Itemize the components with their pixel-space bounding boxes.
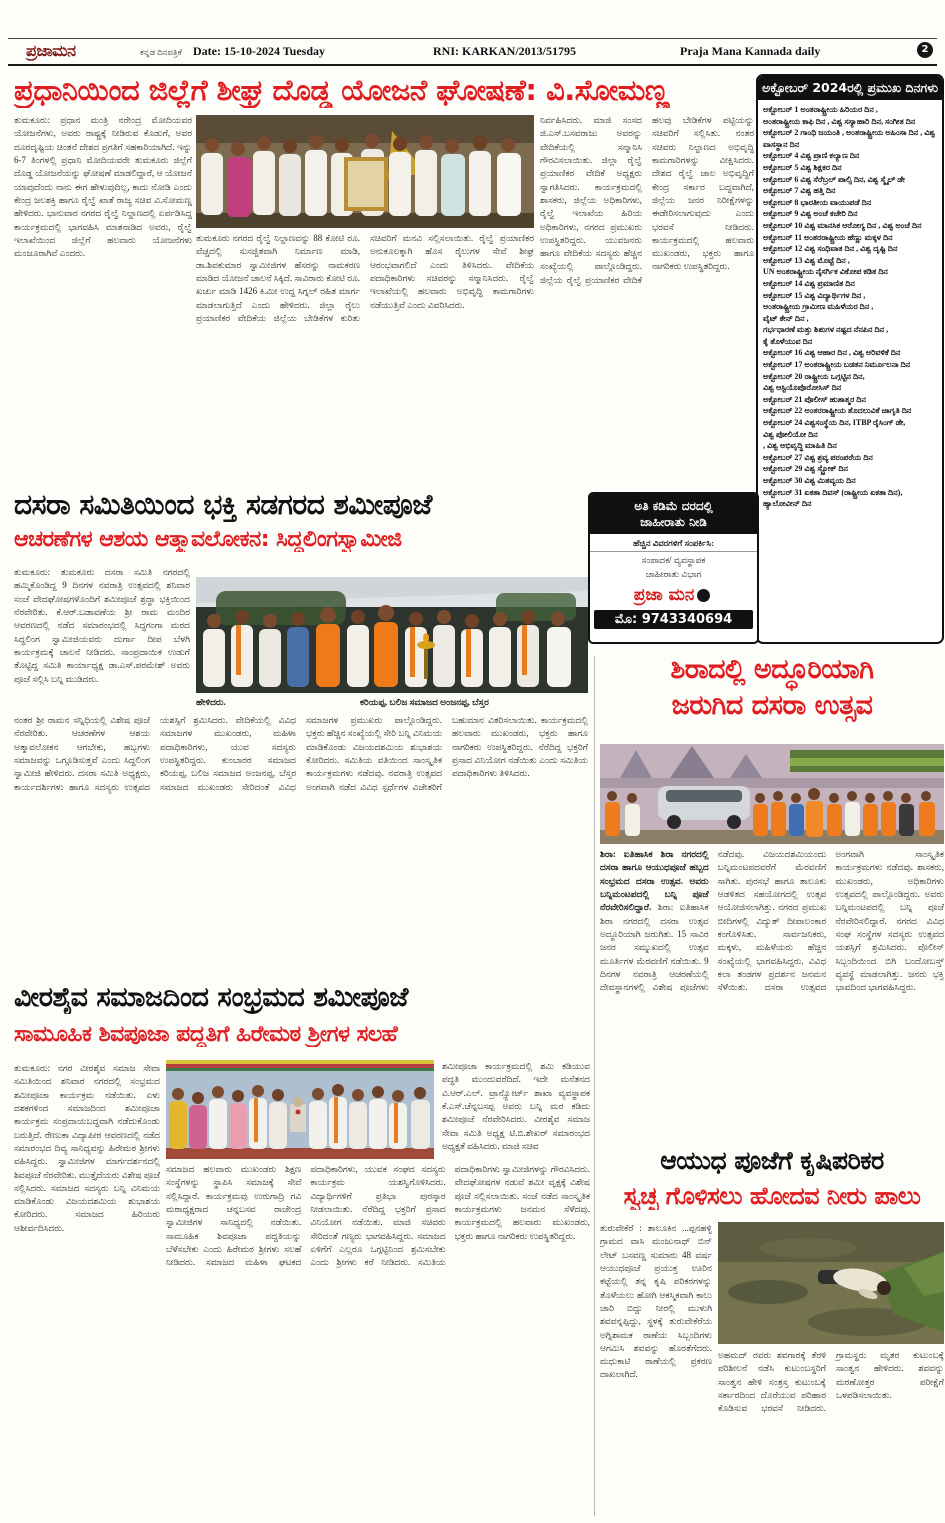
important-days-item: ಅಕ್ಟೋಬರ್ 17 ಅಂತರಾಷ್ಟ್ರೀಯ ಬಡತನ ನಿರ್ಮೂಲನಾ ದಿನ	[763, 360, 911, 370]
caption-shira: ಶಿರಾ: ಐತಿಹಾಸಿಕ ಶಿರಾ ನಗರದಲ್ಲಿ ದಸರಾ ಹಾಗೂ ಆಯುಧಪೂಜೆ ಹಬ್ಬದ ಸಂಭ್ರಮದ ದಸರಾ ಉತ್ಸವ. ಅವರು ಬನ್ನಿಮಂಟಪದಲ್ಲಿ ಬನ್ನಿ ಪೂಜೆ ನೆರವೇರಿಸಲಿದ್ದಾರೆ.	[600, 849, 709, 913]
important-days-item: ಅಕ್ಟೋಬರ್ 7 ವಿಶ್ವ ಹತ್ತಿ ದಿನ	[763, 186, 836, 196]
masthead	[8, 38, 937, 66]
important-days-item: UN ಅಂತರಾಷ್ಟ್ರೀಯ ನೈಸರ್ಗಿಕ ವಿಕೋಪ ಕಡಿತ ದಿನ	[763, 267, 888, 277]
paper-name-english: Praja Mana Kannada daily	[680, 44, 821, 58]
headline-shira-line2: ಜರುಗಿದ ದಸರಾ ಉತ್ಸವ	[671, 690, 873, 722]
important-days-item: ಅಕ್ಟೋಬರ್ 12 ವಿಶ್ವ ಸಂಧಿವಾತ ದಿನ , ವಿಶ್ವ ದೃಷ್ಟಿ ದಿನ	[763, 244, 898, 254]
ad-brand	[590, 585, 757, 605]
article-veerashaiva-body: ಸಮಾಜದ ಹಲವಾರು ಮುಖಂಡರು ಶಿಕ್ಷಣ ಸಂಸ್ಥೆಗಳನ್ನು ಸ್ಥಾಪಿಸಿ ಸಮಾಜಕ್ಕೆ ಸೇವೆ ಸಲ್ಲಿಸಿದ್ದಾರೆ. ಕಾರ್ಯಕ್ರಮವು ಉರುಗಾದ್ರಿ ಗವಿ ಮಠಾಧ್ಯಕ್ಷರಾದ ಚನ್ನಬಸವ ರಾಜೇಂದ್ರ ಸ್ವಾಮೀಜಿಗಳ ಸಾನಿಧ್ಯದಲ್ಲಿ ನಡೆಯಿತು. ಸಾಮೂಹಿಕ ಶಿವಪೂಜಾ ಪದ್ದತಿಯನ್ನು ಬೆಳೆಸಬೇಕು ಎಂದು ಹಿರೇಮಠ ಶ್ರೀಗಳು ಸಲಹೆ ನೀಡಿದರು. ಸಮಾಜದ ಮಹಿಳಾ ಘಟಕದ ಪದಾಧಿಕಾರಿಗಳು, ಯುವಕ ಸಂಘದ ಸದಸ್ಯರು ಕಾರ್ಯಕ್ರಮ ಯಶಸ್ವಿಗೊಳಿಸಿದರು. ವಿದ್ಯಾರ್ಥಿಗಳಿಗೆ ಪ್ರತಿಭಾ ಪುರಸ್ಕಾರ ನೀಡಲಾಯಿತು. ನೆರೆದಿದ್ದ ಭಕ್ತರಿಗೆ ಪ್ರಸಾದ ವಿನಿಯೋಗ ನಡೆಯಿತು. ಮಾಜಿ ಸಚಿವರು ಸೇರಿದಂತೆ ಗಣ್ಯರು ಭಾಗವಹಿಸಿದ್ದರು. ಸಮಾಜದ ಏಳಿಗೆಗೆ ಎಲ್ಲರೂ ಒಗ್ಗಟ್ಟಿನಿಂದ ಶ್ರಮಿಸಬೇಕು ಎಂದು ಶ್ರೀಗಳು ಕರೆ ನೀಡಿದರು. ಸಮಿತಿಯ ಪದಾಧಿಕಾರಿಗಳು ಸ್ವಾಮೀಜಿಗಳನ್ನು ಗೌರವಿಸಿದರು. ವೇದಘೋಷಗಳ ನಡುವೆ ಶಮೀ ವೃಕ್ಷಕ್ಕೆ ವಿಶೇಷ ಪೂಜೆ ಸಲ್ಲಿಸಲಾಯಿತು. ಸಂಜೆ ನಡೆದ ಸಾಂಸ್ಕೃತಿಕ ಕಾರ್ಯಕ್ರಮಗಳು ಜನಮನ ಸೆಳೆದವು. ಕಾರ್ಯಕ್ರಮದಲ್ಲಿ ಹಲವಾರು ಮುಖಂಡರು, ಭಕ್ತರು ಹಾಗೂ ನಾಗರಿಕರು ಉಪಸ್ಥಿತರಿದ್ದರು.	[166, 1164, 590, 1268]
subhead-ayudha-pooja: ಸ್ವಚ್ಛ ಗೊಳಿಸಲು ಹೋದವ ನೀರು ಪಾಲು	[623, 1182, 921, 1210]
important-days-item: , ವಿಶ್ವ ಅಭಿವೃದ್ಧಿ ಮಾಹಿತಿ ದಿನ	[763, 441, 837, 451]
important-days-item: ಅಕ್ಟೋಬರ್ 22 ಅಂತರರಾಷ್ಟ್ರೀಯ ತೊದಲುವಿಕೆ ಜಾಗೃತಿ ದಿನ	[763, 406, 912, 416]
important-days-item: ಅಕ್ಟೋಬರ್ 9 ವಿಶ್ವ ಅಂಚೆ ಕಚೇರಿ ದಿನ	[763, 209, 858, 219]
important-days-item: ಅಕ್ಟೋಬರ್ 20 ರಾಷ್ಟ್ರೀಯ ಒಗ್ಗಟ್ಟಿನ ದಿನ,	[763, 371, 865, 381]
article-ayudha-column-1: ತುರುವೇಕೆರೆ : ತಾಲೂಕಿನ ...ಪ್ಪನಹಳ್ಳಿ ಗ್ರಾಮದ ವಾಸಿ ಮಂಜುನಾಥ್ ಬಿನ್ ಲೇಟ್ ಬಸವಣ್ಣ ಸುಮಾರು 48 ವರ್ಷ ಆಯುಧಪೂಜೆ ಪ್ರಯುಕ್ತ ಊರಿನ ಕಟ್ಟೆಯಲ್ಲಿ ತನ್ನ ಕೃಷಿ ಪರಿಕರಗಳನ್ನು ತೊಳೆಯಲು ಹೋಗಿ ಆಕಸ್ಮಿಕವಾಗಿ ಕಾಲು ಜಾರಿ ಬಿದ್ದು ನೀರಲ್ಲಿ ಮುಳುಗಿ ಶವವನ್ನಪ್ಪಿದ್ದು, ಸ್ಥಳಕ್ಕೆ ತುರುವೇಕೆರೆಯ ಅಗ್ನಿಶಾಮಕ ಠಾಣೆಯ ಸಿಬ್ಬಂದಿಗಳು ಆಗಮಿಸಿ ಶವವನ್ನು ಹೊರತೆಗೆದರು. ಮಧುಕಾಟಿ ಠಾಣೆಯಲ್ಲಿ ಪ್ರಕರಣ ದಾಖಲಾಗಿದೆ.	[600, 1223, 712, 1380]
article-ayudha-below-photo: ಅಹಮದ್ ರವರು ಶವಗಾರಕ್ಕೆ ತೆರಳಿ ಪರಿಶೀಲನೆ ನಡೆಸಿ ಕುಟುಂಬಸ್ಥರಿಗೆ ಸಾಂತ್ವನ ಹೇಳಿ ಸಂತ್ರಸ್ತ ಕುಟುಂಬಕ್ಕೆ ಸರ್ಕಾರದಿಂದ ದೊರೆಯುವ ಪರಿಹಾರ ಕೊಡಿಸುವ ಭರವಸೆ ನೀಡಿದರು. ಗ್ರಾಮಸ್ಥರು ಮೃತರ ಕುಟುಂಬಕ್ಕೆ ಸಾಂತ್ವನ ಹೇಳಿದರು. ಶವವನ್ನು ಮರಣೋತ್ತರ ಪರೀಕ್ಷೆಗೆ ಒಳಪಡಿಸಲಾಯಿತು.	[718, 1350, 944, 1414]
headline-veerashaiva: ವೀರಶೈವ ಸಮಾಜದಿಂದ ಸಂಭ್ರಮದ ಶಮೀಪೂಜೆ	[14, 982, 408, 1013]
important-days-item: ಅಕ್ಟೋಬರ್ 1 ಅಂತರಾಷ್ಟ್ರೀಯ ಹಿರಿಯರ ದಿನ ,	[763, 105, 878, 114]
ad-brand-text: ಪ್ರಜಾ ಮನ	[633, 585, 695, 606]
important-days-item: ಅಕ್ಟೋಬರ್ 14 ವಿಶ್ವ ಪ್ರಮಾಣಿತ ದಿನ	[763, 278, 855, 288]
headline-pm-announcement: ಪ್ರಧಾನಿಯಿಂದ ಜಿಲ್ಲೆಗೆ ಶೀಘ್ರ ದೊಡ್ಡ ಯೋಜನೆ ಘೋಷಣೆ: ವಿ.ಸೋಮಣ್ಣ	[14, 73, 669, 107]
column-divider	[594, 656, 595, 1516]
date-line: Date: 15-10-2024 Tuesday	[193, 44, 326, 58]
ad-contact-label: ಹೆಚ್ಚಿನ ವಿವರಗಳಿಗೆ ಸಂಪರ್ಕಿಸಿ:	[590, 538, 757, 552]
important-days-item: ವೈಟ್ ಕೇನ್ ದಿನ ,	[763, 313, 809, 323]
important-days-box	[756, 74, 944, 644]
important-days-list	[758, 104, 942, 510]
important-days-item: ಅಕ್ಟೋಬರ್ 8 ಭಾರತೀಯ ವಾಯುಪಡೆ ದಿನ	[763, 197, 872, 207]
important-days-item: ಅಕ್ಟೋಬರ್ 24 ವಿಶ್ವಸಂಸ್ಥೆಯ ದಿನ, ITBP ರೈಸಿಂಗ್ ಡೇ,	[763, 418, 906, 428]
important-days-item: ಅಂತರಾಷ್ಟ್ರೀಯ ಕಾಫಿ ದಿನ , ವಿಶ್ವ ಸಸ್ಯಾಹಾರಿ ದಿನ, ಸಂಗೀತ ದಿನ	[763, 116, 916, 126]
photo-award-ceremony	[196, 115, 534, 228]
caption-dasara-left: ಹೇಳಿದರು.	[196, 697, 226, 707]
caption-dasara-right: ಕರಿಯಪ್ಪ, ಬಲಿಜ ಸಮಾಜದ ಅಂಜನಪ್ಪ, ಬೆಸ್ತರ	[360, 697, 489, 707]
important-days-item: ಅಕ್ಟೋಬರ್ 27 ವಿಶ್ವ ಶ್ರವ್ಯ ಪರಂಪರೆಯ ದಿನ	[763, 452, 873, 462]
paper-tagline: ಕನ್ನಡ ದಿನಪತ್ರಿಕೆ	[140, 47, 182, 57]
article-dasara-body: ನಂತರ ಶ್ರೀ ರಾಮನ ಸನ್ನಿಧಿಯಲ್ಲಿ ವಿಶೇಷ ಪೂಜೆ ನೆರವೇರಿತು. ಆಚರಣೆಗಳ ಆಶಯ ಆತ್ಮಾವಲೋಕನ ಆಗಬೇಕು, ಹಬ್ಬಗಳು ಸಮಾಜವನ್ನು ಒಗ್ಗೂಡಿಸುತ್ತವೆ ಎಂದು ಸಿದ್ಧಲಿಂಗ ಸ್ವಾಮೀಜಿ ಹೇಳಿದರು. ದಸರಾ ಸಮಿತಿ ಅಧ್ಯಕ್ಷರು, ಕಾರ್ಯದರ್ಶಿಗಳು ಹಾಗೂ ಸದಸ್ಯರು ಉತ್ಸವದ ಯಶಸ್ಸಿಗೆ ಶ್ರಮಿಸಿದರು. ವೇದಿಕೆಯಲ್ಲಿ ವಿವಿಧ ಸಮಾಜಗಳ ಮುಖಂಡರು, ಮಹಿಳಾ ಪದಾಧಿಕಾರಿಗಳು, ಯುವ ಸದಸ್ಯರು ಉಪಸ್ಥಿತರಿದ್ದರು. ಕುಂಬಾರರ ಸಮಾಜದ ಕರಿಯಪ್ಪ, ಬಲಿಜ ಸಮಾಜದ ಅಂಜನಪ್ಪ, ಬೆಸ್ತರ ಸಮಾಜದ ಮುಖಂಡರು ಸೇರಿದಂತೆ ವಿವಿಧ ಸಮಾಜಗಳ ಪ್ರಮುಖರು ಪಾಲ್ಗೊಂಡಿದ್ದರು. ಭಕ್ತರು ಹೆಚ್ಚಿನ ಸಂಖ್ಯೆಯಲ್ಲಿ ಸೇರಿ ಬನ್ನಿ ವಿನಿಮಯ ಮಾಡಿಕೊಂಡು ವಿಜಯದಶಮಿಯ ಶುಭಾಶಯ ಕೋರಿದರು. ಸಮಿತಿಯ ವತಿಯಿಂದ ಸಾಂಸ್ಕೃತಿಕ ಕಾರ್ಯಕ್ರಮಗಳು ನಡೆದವು. ನವರಾತ್ರಿ ಉತ್ಸವದ ಅಂಗವಾಗಿ ನಡೆದ ವಿವಿಧ ಸ್ಪರ್ಧೆಗಳ ವಿಜೇತರಿಗೆ ಬಹುಮಾನ ವಿತರಿಸಲಾಯಿತು. ಕಾರ್ಯಕ್ರಮದಲ್ಲಿ ಹಲವಾರು ಮುಖಂಡರು, ಭಕ್ತರು ಹಾಗೂ ನಾಗರಿಕರು ಉಪಸ್ಥಿತರಿದ್ದರು. ನೆರೆದಿದ್ದ ಭಕ್ತರಿಗೆ ಪ್ರಸಾದ ವಿನಿಯೋಗ ನಡೆಯಿತು ಎಂದು ಸಮಿತಿಯ ಪದಾಧಿಕಾರಿಗಳು ತಿಳಿಸಿದರು.	[14, 715, 588, 792]
important-days-item: ಅಕ್ಟೋಬರ್ 4 ವಿಶ್ವ ಪ್ರಾಣಿ ಕಲ್ಯಾಣ ದಿನ	[763, 151, 860, 161]
important-days-item: ಅಕ್ಟೋಬರ್ 5 ವಿಶ್ವ ಶಿಕ್ಷಕರ ದಿನ	[763, 162, 842, 172]
paper-logo: ಪ್ರಜಾಮನ	[26, 41, 76, 60]
headline-shira-dasara	[600, 652, 944, 740]
ad-title	[590, 494, 757, 534]
headline-ayudha-pooja: ಆಯುಧ ಪೂಜೆಗೆ ಕೃಷಿಪರಿಕರ	[660, 1146, 884, 1175]
advertisement-box	[588, 492, 759, 644]
important-days-item: ಅಕ್ಟೋಬರ್ 13 ವಿಶ್ವ ಮೊಟ್ಟೆ ದಿನ ,	[763, 255, 850, 265]
ad-title-line1: ಅತಿ ಕಡಿಮೆ ದರದಲ್ಲಿ	[634, 499, 713, 513]
headline-dasara-samiti: ದಸರಾ ಸಮಿತಿಯಿಂದ ಭಕ್ತಿ ಸಡಗರದ ಶಮೀಪೂಜೆ	[14, 488, 432, 521]
important-days-item: ಅಕ್ಟೋಬರ್ 2 ಗಾಂಧಿ ಜಯಂತಿ , ಅಂತರಾಷ್ಟ್ರೀಯ ಅಹಿಂಸಾ ದಿನ , ವಿಶ್ವ ವಾಸಸ್ಥಾನ ದಿನ	[763, 128, 936, 149]
article-veerashaiva-right-column: ಶಮೀಪೂಜಾ ಕಾರ್ಯಕ್ರಮದಲ್ಲಿ ಶಮಿ ಕಡಿಯುವ ಪದ್ಧತಿ ಮುಂದುವರೆದಿದೆ. ಇದೇ ಮನೆತನದ ವಿ.ಆರ್.ಎಲ್. ಟ್ರಾನ್ಸ್ಪೋರ್ಟ್ ಶಾಖಾ ವ್ಯವಸ್ಥಾಪಕ ಕೆ.ಎಸ್.ಚೆನ್ನಬಸಪ್ಪ ಅವರು ಬನ್ನಿ ಮರ ಕಡಿದು ಶಮೀಪೂಜೆ ನೆರವೇರಿಸಿದರು. ವೀರಶೈವ ಸಮಾಜ ಸೇವಾ ಸಮಿತಿ ಅಧ್ಯಕ್ಷ ಟಿ.ಬಿ.ಶೇಖರ್ ಸಮಾರಂಭದ ಅಧ್ಯಕ್ಷತೆ ವಹಿಸಿದರು. ಮಾಜಿ ಸಚಿವ	[442, 1061, 590, 1151]
article-shira-body	[600, 848, 944, 1140]
important-days-item: ಅಂತರಾಷ್ಟ್ರೀಯ ಗ್ರಾಮೀಣ ಮಹಿಳೆಯರ ದಿನ ,	[763, 302, 874, 312]
important-days-item: ಅಕ್ಟೋಬರ್ 10 ವಿಶ್ವ ಮಾನಸಿಕ ಆರೋಗ್ಯ ದಿನ , ವಿಶ್ವ ಅಂಚೆ ದಿನ	[763, 220, 922, 230]
photo-shami-pooja-lamp	[196, 577, 588, 693]
important-days-item: ಅಕ್ಟೋಬರ್ 6 ವಿಶ್ವ ಸೆರೆಬ್ರಲ್ ಪಾಲ್ಸಿ ದಿನ, ವಿಶ್ವ ಸ್ಮೈಲ್ ಡೇ	[763, 174, 905, 184]
ad-phone-number: ಮೊ: 9743340694	[594, 610, 753, 629]
important-days-item: ಅಕ್ಟೋಬರ್ 11 ಅಂತರರಾಷ್ಟ್ರೀಯ ಹೆಣ್ಣು ಮಕ್ಕಳ ದಿನ	[763, 232, 893, 242]
rni-number: RNI: KARKAN/2013/51795	[433, 44, 576, 58]
important-days-item: ವಿಶ್ವ ಆಸ್ಟಿಯೊಪೊರೋಸಿಸ್ ದಿನ	[763, 383, 842, 393]
photo-shira-procession	[600, 744, 944, 844]
article-pm-below-photo: ತುಮಕೂರು ನಗರದ ರೈಲ್ವೆ ನಿಲ್ದಾಣವನ್ನು 88 ಕೋಟಿ ರೂ. ವೆಚ್ಚದಲ್ಲಿ ಸುಸಜ್ಜಿತವಾಗಿ ನಿರ್ಮಾಣ ಮಾಡಿ, ಡಾ.ಶಿವಕುಮಾರ ಸ್ವಾಮೀಜಿಗಳ ಹೆಸರನ್ನು ನಾಮಕರಣ ಮಾಡಿದ ಯೋಜನೆ ಚಾಲನೆ ಸಿಕ್ಕಿದೆ. ಸಾವಿರಾರು ಕೋಟಿ ರೂ. ಖರ್ಚು ಮಾಡಿ 1426 ಕಿ.ಮೀ ಉದ್ದ ಸಿಗ್ನಲ್ ರಹಿತ ಮಾರ್ಗ ಮಾಡಲಾಗುತ್ತಿದೆ ಎಂದು ಹೇಳಿದರು. ಜಿಲ್ಲಾ ರೈಲು ಪ್ರಯಾಣಿಕರ ವೇದಿಕೆಯ ಜಿಲ್ಲೆಯ ಬೇಡಿಕೆಗಳ ಕುರಿತು ಸಚಿವರಿಗೆ ಮನವಿ ಸಲ್ಲಿಸಲಾಯಿತು. ರೈಲ್ವೆ ಪ್ರಯಾಣಿಕರ ಅನುಕೂಲಕ್ಕಾಗಿ ಹೊಸ ರೈಲುಗಳ ಸೇವೆ ಶೀಘ್ರ ಆರಂಭವಾಗಲಿದೆ ಎಂದು ತಿಳಿಸಿದರು. ವೇದಿಕೆಯ ಪದಾಧಿಕಾರಿಗಳು ಸಚಿವರನ್ನು ಸನ್ಮಾನಿಸಿದರು. ರೈಲ್ವೆ ಇಲಾಖೆಯಲ್ಲಿ ಹಲವಾರು ಅಭಿವೃದ್ಧಿ ಕಾಮಗಾರಿಗಳು ನಡೆಯುತ್ತಿವೆ ಎಂದು ವಿವರಿಸಿದರು.	[196, 233, 534, 323]
important-days-item: ಹ್ಯಾಲೋವೀನ್ ದಿನ	[763, 499, 812, 509]
important-days-item: ಅಕ್ಟೋಬರ್ 30 ವಿಶ್ವ ಮಿತವ್ಯಯ ದಿನ	[763, 476, 856, 485]
important-days-item: ಅಕ್ಟೋಬರ್ 21 ಪೊಲೀಸ್ ಹುತಾತ್ಮರ ದಿನ	[763, 394, 866, 404]
article-pm-column-1: ತುಮಕೂರು: ಪ್ರಧಾನ ಮಂತ್ರಿ ನರೇಂದ್ರ ಮೋದಿಯವರ ಯೋಜನೆಗಳು, ಅವರು ರಾಷ್ಟ್ರಕ್ಕೆ ನೀಡಿರುವ ಕೊಡುಗೆ, ಅವರ ದೂರದೃಷ್ಟಿಯ ಚಿಂತನೆ ದೇಶದ ಪ್ರಗತಿಗೆ ಸಹಕಾರಿಯಾಗಿದೆ. ಇನ್ನು 6-7 ತಿಂಗಳಲ್ಲಿ ಪ್ರಧಾನಿ ಮೋದಿಯವರೇ ತುಮಕೂರು ಜಿಲ್ಲೆಗೆ ದೊಡ್ಡ ಯೋಜನೆಯನ್ನು ಘೋಷಣೆ ಮಾಡಲಿದ್ದಾರೆ, ಆ ಯೋಜನೆ ಯಾವುದೆಂದು ನಾನು ಈಗ ಹೇಳುವುದಿಲ್ಲ, ಕಾದು ನೋಡಿ ಎಂದು ಕೇಂದ್ರ ಜಲಶಕ್ತಿ ಹಾಗೂ ರೈಲ್ವೆ ಖಾತೆ ರಾಜ್ಯ ಸಚಿವ ವಿ.ಸೋಮಣ್ಣ ಹೇಳಿದರು. ಭಾನುವಾರ ನಗರದ ರೈಲ್ವೆ ನಿಲ್ದಾಣದಲ್ಲಿ ಏರ್ಪಡಿಸಿದ್ದ ಕಾರ್ಯಕ್ರಮದಲ್ಲಿ ಭಾಗವಹಿಸಿ ಮಾತನಾಡಿದ ಅವರು, ರೈಲ್ವೆ ಇಲಾಖೆಯಿಂದ ಜಿಲ್ಲೆಗೆ ಹಲವಾರು ಯೋಜನೆಗಳು ಮಂಜೂರಾಗಿವೆ ಎಂದರು.	[14, 115, 192, 259]
important-days-item: ಗರ್ಭಧಾರಣೆ ಮತ್ತು ಶಿಶುಗಳ ನಷ್ಟದ ನೆನಪಿನ ದಿನ ,	[763, 325, 889, 335]
ad-role-department: ಜಾಹೀರಾತು ವಿಭಾಗ	[645, 569, 702, 580]
photo-pond-drowning	[718, 1222, 944, 1344]
important-days-item: ವಿಶ್ವ ಪೋಲಿಯೋ ದಿನ	[763, 429, 818, 439]
article-dasara-column-1: ತುಮಕೂರು: ತುಮಕೂರು ದಸರಾ ಸಮಿತಿ ನಗರದಲ್ಲಿ ಹಮ್ಮಿಕೊಂಡಿದ್ದ 9 ದಿನಗಳ ನವರಾತ್ರಿ ಉತ್ಸವದಲ್ಲಿ ಶನಿವಾರ ಸಂಜೆ ವೇದಘೋಷಗಳೊಂದಿಗೆ ಶಮೀಪೂಜೆ ಶ್ರದ್ಧಾ ಭಕ್ತಿಯಿಂದ ನೆರವೇರಿತು. ಕೆ.ಆರ್.ಬಡಾವಣೆಯ ಶ್ರೀ ರಾಮ ಮಂದಿರ ಆವರಣದಲ್ಲಿ ನಡೆದ ಸಮಾರಂಭದಲ್ಲಿ ಸಿದ್ಧಗಂಗಾ ಮಠದ ಸಿದ್ಧಲಿಂಗ ಸ್ವಾಮೀಜಿಯವರು ದುರ್ಗಾ ದೀಪ ಬೆಳಗಿ ಕಾರ್ಯಕ್ರಮಕ್ಕೆ ಚಾಲನೆ ನೀಡಿದರು. ಸಾಂಪ್ರದಾಯಿಕ ಉಡುಗೆ ತೊಟ್ಟಿದ್ದ ಸಮಿತಿ ಕಾರ್ಯಾಧ್ಯಕ್ಷ ಡಾ.ಎಸ್.ಪರಮೇಶ್ ಅವರು ಪೂಜೆ ಸಲ್ಲಿಸಿ ಬನ್ನಿ ಮುಡಿದರು.	[14, 567, 190, 684]
important-days-item: ಅಕ್ಟೋಬರ್ 16 ವಿಶ್ವ ಆಹಾರ ದಿನ , ವಿಶ್ವ ಅರಿವಳಿಕೆ ದಿನ	[763, 348, 901, 358]
headline-shira-line1: ಶಿರಾದಲ್ಲಿ ಅದ್ಧೂರಿಯಾಗಿ	[670, 654, 874, 685]
important-days-item: ಅಕ್ಟೋಬರ್ 29 ವಿಶ್ವ ಸ್ಟ್ರೋಕ್ ದಿನ	[763, 464, 848, 474]
article-veerashaiva-column-1: ತುಮಕೂರು: ನಗರ ವೀರಶೈವ ಸಮಾಜ ಸೇವಾ ಸಮಿತಿಯಿಂದ ಶನಿವಾರ ನಗರದಲ್ಲಿ ಸಂಭ್ರಮದ ಶಮೀಪೂಜಾ ಕಾರ್ಯಕ್ರಮ ನಡೆಯಿತು. ಏಳು ದಶಕಗಳಿಂದ ಸಮಾಜದಿಂದ ಶಮೀಪೂಜಾ ಕಾರ್ಯಕ್ರಮ ಸಂಪ್ರದಾಯಬದ್ಧವಾಗಿ ನಡೆದುಕೊಂಡು ಬರುತ್ತಿದೆ. ರೇಣುಕಾ ವಿದ್ಯಾಪೀಠ ಆವರಣದಲ್ಲಿ ನಡೆದ ಸಮಾರಂಭದ ದಿವ್ಯ ಸಾನಿಧ್ಯವನ್ನು ಹಿರೇಮಠ ಶ್ರೀಗಳು ವಹಿಸಿದ್ದರು. ಸ್ವಾಮೀಜಿಗಳ ಮಾರ್ಗದರ್ಶನದಲ್ಲಿ ಶಿವಪೂಜೆ ನೆರವೇರಿತು. ಮುತ್ತೈದೆಯರು ವಿಶೇಷ ಪೂಜೆ ಸಲ್ಲಿಸಿದರು. ಸಮಾಜದ ಸದಸ್ಯರು ಬನ್ನಿ ವಿನಿಮಯ ಮಾಡಿಕೊಂಡು ವಿಜಯದಶಮಿಯ ಶುಭಾಶಯ ಕೋರಿದರು. ಸಮಾಜದ ಹಿರಿಯರು ಆಶೀರ್ವದಿಸಿದರು.	[14, 1063, 160, 1233]
important-days-title: ಅಕ್ಟೋಬರ್ 2024ರಲ್ಲಿ ಪ್ರಮುಖ ದಿನಗಳು	[758, 76, 942, 100]
important-days-item: ಕೈ ತೊಳೆಯುವ ದಿನ	[763, 336, 813, 346]
page-number-badge: 2	[917, 42, 933, 58]
important-days-item: ಅಕ್ಟೋಬರ್ 15 ವಿಶ್ವ ವಿದ್ಯಾರ್ಥಿಗಳ ದಿನ ,	[763, 290, 866, 300]
article-shira-text: ಶಿರಾ: ಐತಿಹಾಸಿಕ ಶಿರಾ ನಗರದಲ್ಲಿ ದಸರಾ ಉತ್ಸವ ಅದ್ಧೂರಿಯಾಗಿ ಜರುಗಿತು. 15 ಸಾವಿರ ಜನರ ಸಮ್ಮುಖದಲ್ಲಿ ಉತ್ಸವ ಮೂರ್ತಿಗಳ ಮೆರವಣಿಗೆ ನಡೆಯಿತು. 9 ದಿನಗಳ ನವರಾತ್ರಿ ಆಚರಣೆಯಲ್ಲಿ ದೇವಸ್ಥಾನಗಳಲ್ಲಿ ವಿಶೇಷ ಪೂಜೆಗಳು ನಡೆದವು. ವಿಜಯದಶಮಿಯಂದು ಬನ್ನಿಮಂಟಪದವರೆಗೆ ಮೆರವಣಿಗೆ ಸಾಗಿತು. ಪುರಸಭೆ ಹಾಗೂ ತಾಲೂಕು ಆಡಳಿತದ ಸಹಯೋಗದಲ್ಲಿ ಉತ್ಸವ ಆಯೋಜಿಸಲಾಗಿತ್ತು. ನಗರದ ಪ್ರಮುಖ ಬೀದಿಗಳಲ್ಲಿ ವಿದ್ಯುತ್ ದೀಪಾಲಂಕಾರ ಕಂಗೊಳಿಸಿತು. ಸಾರ್ವಜನಿಕರು, ಮಕ್ಕಳು, ಮಹಿಳೆಯರು ಹೆಚ್ಚಿನ ಸಂಖ್ಯೆಯಲ್ಲಿ ಭಾಗವಹಿಸಿದ್ದರು. ವಿವಿಧ ಕಲಾ ತಂಡಗಳ ಪ್ರದರ್ಶನ ಜನಮನ ಸೆಳೆಯಿತು. ದಸರಾ ಉತ್ಸವದ ಅಂಗವಾಗಿ ಸಾಂಸ್ಕೃತಿಕ ಕಾರ್ಯಕ್ರಮಗಳು ನಡೆದವು. ಶಾಸಕರು, ಮುಖಂಡರು, ಅಧಿಕಾರಿಗಳು ಉತ್ಸವದಲ್ಲಿ ಪಾಲ್ಗೊಂಡಿದ್ದರು. ಅವರು ಬನ್ನಿಮಂಟಪದಲ್ಲಿ ಬನ್ನಿ ಪೂಜೆ ನೆರವೇರಿಸಲಿದ್ದಾರೆ. ನಗರದ ವಿವಿಧ ಸಂಘ ಸಂಸ್ಥೆಗಳ ಸದಸ್ಯರು ಉತ್ಸವದ ಯಶಸ್ಸಿಗೆ ಶ್ರಮಿಸಿದರು. ಪೊಲೀಸ್ ಸಿಬ್ಬಂದಿಯಿಂದ ಬಿಗಿ ಬಂದೋಬಸ್ತ್ ವ್ಯವಸ್ಥೆ ಮಾಡಲಾಗಿತ್ತು. ಜನರು ಭಕ್ತಿ ಭಾವದಿಂದ ಭಾಗವಹಿಸಿದ್ದರು.	[600, 849, 944, 993]
subhead-dasara-samiti: ಆಚರಣೆಗಳ ಆಶಯ ಆತ್ಮಾವಲೋಕನ: ಸಿದ್ಧಲಿಂಗಸ್ವಾಮೀಜಿ	[14, 527, 402, 552]
photo-veerashaiva-group	[166, 1060, 434, 1159]
brand-emblem-icon	[697, 589, 710, 602]
ad-title-line2: ಜಾಹೀರಾತು ನೀಡಿ	[640, 515, 707, 530]
article-pm-right-columns: ನಿರ್ವಹಿಸಿದರು. ಮಾಜಿ ಸಂಸದ ಜಿ.ಎಸ್.ಬಸವರಾಜು ಅವರನ್ನು ವೇದಿಕೆಯಲ್ಲಿ ಸನ್ಮಾನಿಸಿ ಗೌರವಿಸಲಾಯಿತು. ಜಿಲ್ಲಾ ರೈಲ್ವೆ ಪ್ರಯಾಣಿಕರ ವೇದಿಕೆ ಅಧ್ಯಕ್ಷರು ಸ್ವಾಗತಿಸಿದರು. ಕಾರ್ಯಕ್ರಮದಲ್ಲಿ ಶಾಸಕರು, ಜಿಲ್ಲೆಯ ಅಧಿಕಾರಿಗಳು, ರೈಲ್ವೆ ಇಲಾಖೆಯ ಹಿರಿಯ ಅಧಿಕಾರಿಗಳು, ನಗರದ ಪ್ರಮುಖರು ಉಪಸ್ಥಿತರಿದ್ದರು. ಯುವಜನರು ಹಾಗೂ ವೇದಿಕೆಯ ಸದಸ್ಯರು ಹೆಚ್ಚಿನ ಸಂಖ್ಯೆಯಲ್ಲಿ ಪಾಲ್ಗೊಂಡಿದ್ದರು. ಜಿಲ್ಲೆಯ ರೈಲ್ವೆ ಪ್ರಯಾಣಿಕರ ವೇದಿಕೆ ಹಲವು ಬೇಡಿಕೆಗಳ ಪಟ್ಟಿಯನ್ನು ಸಚಿವರಿಗೆ ಸಲ್ಲಿಸಿತು. ನಂತರ ಸಚಿವರು ನಿಲ್ದಾಣದ ಅಭಿವೃದ್ಧಿ ಕಾಮಗಾರಿಗಳನ್ನು ವೀಕ್ಷಿಸಿದರು. ದೇಶದ ರೈಲ್ವೆ ಜಾಲ ಅಭಿವೃದ್ಧಿಗೆ ಕೇಂದ್ರ ಸರ್ಕಾರ ಬದ್ಧವಾಗಿದೆ, ಜಿಲ್ಲೆಯ ಜನರ ನಿರೀಕ್ಷೆಗಳನ್ನು ಈಡೇರಿಸಲಾಗುವುದು ಎಂದು ಭರವಸೆ ನೀಡಿದರು. ಕಾರ್ಯಕ್ರಮದಲ್ಲಿ ಹಲವಾರು ಮುಖಂಡರು, ಭಕ್ತರು ಹಾಗೂ ನಾಗರಿಕರು ಉಪಸ್ಥಿತರಿದ್ದರು.	[540, 115, 754, 285]
important-days-item: ಅಕ್ಟೋಬರ್ 31 ಏಕತಾ ದಿವಸ್ (ರಾಷ್ಟ್ರೀಯ ಏಕತಾ ದಿನ),	[763, 487, 903, 497]
ad-role-editor: ಸಂಪಾದಕ/ ವ್ಯವಸ್ಥಾಪಕ	[641, 555, 706, 566]
subhead-veerashaiva: ಸಾಮೂಹಿಕ ಶಿವಪೂಜಾ ಪದ್ದತಿಗೆ ಹಿರೇಮಠ ಶ್ರೀಗಳ ಸಲಹೆ	[14, 1022, 398, 1047]
